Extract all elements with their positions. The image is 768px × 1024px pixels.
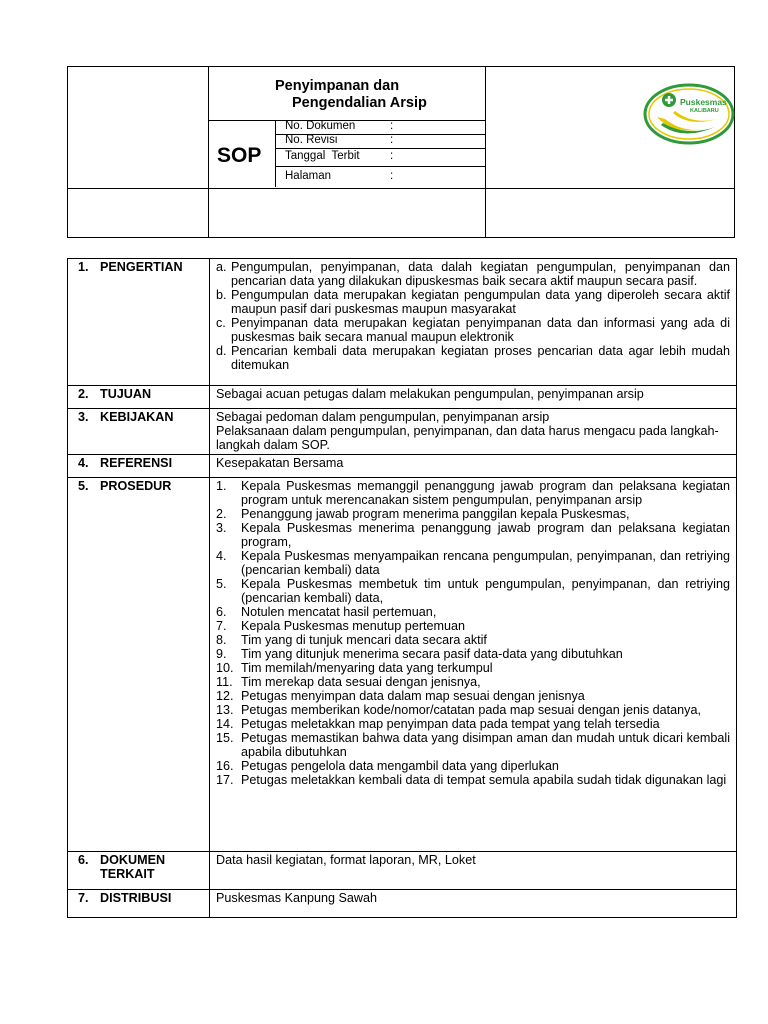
- row-prosedur: [68, 478, 737, 852]
- section-label-cell: [68, 386, 210, 409]
- header-divider: [208, 67, 209, 237]
- step-number: 12.: [216, 689, 234, 703]
- step-number: 16.: [216, 759, 234, 773]
- row-tujuan: [68, 386, 737, 409]
- procedure-step: [216, 521, 730, 549]
- step-number: 14.: [216, 717, 234, 731]
- document-title-line2: Pengendalian Arsip: [292, 95, 427, 111]
- list-item: [216, 288, 730, 316]
- meta-colon: :: [390, 170, 394, 182]
- step-number: 7.: [216, 619, 227, 633]
- section-number: 5.: [78, 479, 89, 493]
- procedure-step: [216, 703, 730, 717]
- section-content-cell: [210, 852, 737, 890]
- step-number: 15.: [216, 731, 234, 745]
- section-number: 1.: [78, 260, 89, 274]
- step-text: Petugas memastikan bahwa data yang disimpan aman dan mudah untuk dicari kembali apabila dibutuhkan: [241, 731, 730, 759]
- row-pengertian: [68, 259, 737, 386]
- section-label-cell: [68, 890, 210, 918]
- section-label: TERKAIT: [100, 867, 155, 881]
- procedure-step: [216, 619, 730, 633]
- procedure-step: [216, 731, 730, 759]
- meta-row-divider: [275, 166, 486, 167]
- section-number: 3.: [78, 410, 89, 424]
- procedure-step: [216, 549, 730, 577]
- step-number: 1.: [216, 479, 227, 493]
- section-label-cell: [68, 852, 210, 890]
- row-distribusi: [68, 890, 737, 918]
- step-number: 6.: [216, 605, 227, 619]
- step-text: Kepala Puskesmas menyampaikan rencana pengumpulan, penyimpanan, dan retriying (pencarian kembali) data: [241, 549, 730, 577]
- sop-label: SOP: [217, 144, 262, 167]
- list-item: [216, 344, 730, 372]
- step-number: 8.: [216, 633, 227, 647]
- procedure-step: [216, 717, 730, 731]
- section-label-cell: [68, 455, 210, 478]
- section-content-cell: [210, 386, 737, 409]
- procedure-step: [216, 605, 730, 619]
- list-item-text: Pengumpulan, penyimpanan, data dalah kegiatan pengumpulan, penyimpanan dan pencarian data yang dilakukan dipuskesmas baik secara aktif maupun secara pasif.: [231, 260, 730, 288]
- referensi-text: Kesepakatan Bersama: [216, 456, 344, 470]
- list-item-text: Pengumpulan data merupakan kegiatan pengumpulan data yang diperoleh secara aktif maupun pasif dari puskesmas maupun masyarakat: [231, 288, 730, 316]
- step-number: 17.: [216, 773, 234, 787]
- sop-content-table: [67, 258, 737, 918]
- step-text: Tim yang ditunjuk menerima secara pasif data-data yang dibutuhkan: [241, 647, 623, 661]
- section-number: 6.: [78, 853, 89, 867]
- section-content-cell: [210, 409, 737, 455]
- section-content-cell: [210, 259, 737, 386]
- section-content-cell: [210, 455, 737, 478]
- step-number: 4.: [216, 549, 227, 563]
- section-label-cell: [68, 259, 210, 386]
- kebijakan-line2: Pelaksanaan dalam pengumpulan, penyimpanan, dan data harus mengacu pada langkah-langkah dalam SOP.: [216, 424, 719, 452]
- row-referensi: [68, 455, 737, 478]
- document-header: [67, 66, 735, 238]
- row-kebijakan: [68, 409, 737, 455]
- section-label: PENGERTIAN: [100, 260, 183, 274]
- list-marker: c.: [216, 316, 226, 330]
- header-divider: [275, 120, 276, 187]
- row-dokumen-terkait: [68, 852, 737, 890]
- section-number: 2.: [78, 387, 89, 401]
- prosedur-list: [216, 479, 730, 787]
- step-text: Petugas meletakkan kembali data di tempat semula apabila sudah tidak digunakan lagi: [241, 773, 727, 787]
- step-text: Tim yang di tunjuk mencari data secara aktif: [241, 633, 487, 647]
- step-number: 2.: [216, 507, 227, 521]
- tujuan-text: Sebagai acuan petugas dalam melakukan pengumpulan, penyimpanan arsip: [216, 387, 644, 401]
- step-text: Kepala Puskesmas menerima penanggung jawab program dan pelaksana kegiatan program,: [241, 521, 730, 549]
- section-label: KEBIJAKAN: [100, 410, 174, 424]
- meta-label-no-revisi: No. Revisi: [285, 134, 338, 146]
- meta-label-no-dokumen: No. Dokumen: [285, 120, 356, 132]
- list-marker: a.: [216, 260, 227, 274]
- meta-colon: :: [390, 134, 394, 146]
- section-label: TUJUAN: [100, 387, 152, 401]
- step-text: Petugas memberikan kode/nomor/catatan pada map sesuai dengan jenis datanya,: [241, 703, 701, 717]
- step-number: 11.: [216, 675, 233, 689]
- distribusi-text: Puskesmas Kanpung Sawah: [216, 891, 378, 905]
- section-label-cell: [68, 409, 210, 455]
- step-number: 13.: [216, 703, 234, 717]
- meta-label-halaman: Halaman: [285, 170, 332, 182]
- meta-row-divider: [275, 148, 486, 149]
- step-text: Penanggung jawab program menerima panggilan kepala Puskesmas,: [241, 507, 630, 521]
- procedure-step: [216, 633, 730, 647]
- meta-colon: :: [390, 120, 394, 132]
- step-text: Tim merekap data sesuai dengan jenisnya,: [241, 675, 481, 689]
- section-content-cell: [210, 478, 737, 852]
- procedure-step: [216, 577, 730, 605]
- meta-label-tanggal-terbit: Tanggal Terbit: [285, 150, 360, 162]
- puskesmas-logo-icon: [643, 83, 735, 145]
- step-text: Tim memilah/menyaring data yang terkumpul: [241, 661, 493, 675]
- header-divider: [68, 188, 734, 189]
- logo-text-line2: KALIBARU: [690, 108, 719, 114]
- procedure-step: [216, 479, 730, 507]
- list-item-text: Penyimpanan data merupakan kegiatan penyimpanan data dan informasi yang ada di puskesmas baik secara manual maupun elektronik: [231, 316, 730, 344]
- section-label: DISTRIBUSI: [100, 891, 172, 905]
- step-text: Kepala Puskesmas memanggil penanggung jawab program dan pelaksana kegiatan program untuk merencanakan sistem pengumpulan, penyimpanan arsip: [241, 479, 730, 507]
- step-text: Petugas menyimpan data dalam map sesuai dengan jenisnya: [241, 689, 585, 703]
- pengertian-list: [216, 260, 730, 372]
- logo-text-line1: Puskesmas: [680, 97, 727, 107]
- procedure-step: [216, 773, 730, 787]
- section-label-cell: [68, 478, 210, 852]
- kebijakan-line1: Sebagai pedoman dalam pengumpulan, penyimpanan arsip: [216, 410, 550, 424]
- list-marker: b.: [216, 288, 227, 302]
- list-item-text: Pencarian kembali data merupakan kegiatan proses pencarian data agar lebih mudah ditemukan: [231, 344, 730, 372]
- header-divider: [485, 67, 486, 237]
- list-marker: d.: [216, 344, 227, 358]
- step-number: 3.: [216, 521, 227, 535]
- step-text: Notulen mencatat hasil pertemuan,: [241, 605, 437, 619]
- step-text: Petugas meletakkan map penyimpan data pada tempat yang telah tersedia: [241, 717, 660, 731]
- step-number: 10.: [216, 661, 234, 675]
- procedure-step: [216, 507, 730, 521]
- section-label: PROSEDUR: [100, 479, 172, 493]
- step-number: 5.: [216, 577, 227, 591]
- procedure-step: [216, 661, 730, 675]
- section-label: REFERENSI: [100, 456, 173, 470]
- section-label: DOKUMEN: [100, 853, 166, 867]
- procedure-step: [216, 647, 730, 661]
- procedure-step: [216, 689, 730, 703]
- step-text: Kepala Puskesmas membetuk tim untuk pengumpulan, penyimpanan, dan retriying (pencarian kembali) data,: [241, 577, 730, 605]
- list-item: [216, 260, 730, 288]
- dokumen-terkait-text: Data hasil kegiatan, format laporan, MR, Loket: [216, 853, 476, 867]
- procedure-step: [216, 759, 730, 773]
- section-number: 4.: [78, 456, 89, 470]
- section-number: 7.: [78, 891, 89, 905]
- step-text: Petugas pengelola data mengambil data yang diperlukan: [241, 759, 559, 773]
- list-item: [216, 316, 730, 344]
- procedure-step: [216, 675, 730, 689]
- step-text: Kepala Puskesmas menutup pertemuan: [241, 619, 466, 633]
- section-content-cell: [210, 890, 737, 918]
- meta-colon: :: [390, 150, 394, 162]
- step-number: 9.: [216, 647, 227, 661]
- document-title-line1: Penyimpanan dan: [275, 78, 400, 94]
